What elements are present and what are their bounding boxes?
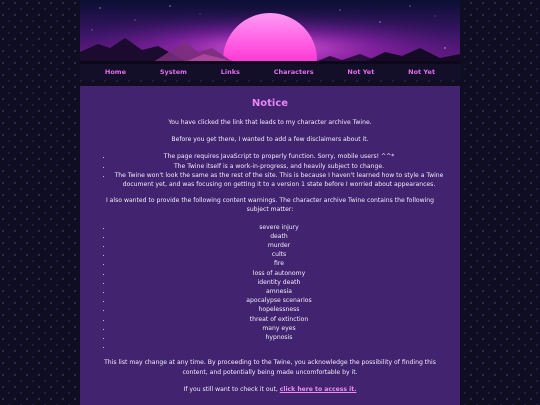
list-item: • identity death bbox=[112, 278, 446, 287]
disclaimer-intro-text: Before you get there, I wanted to add a few disclaimers about it. bbox=[171, 136, 369, 144]
nav-system-link[interactable]: System bbox=[159, 68, 187, 76]
list-item: • cults bbox=[112, 250, 446, 259]
list-item: • fire bbox=[112, 259, 446, 268]
list-item: • threat of extinction bbox=[112, 315, 446, 324]
list-item: • hypnosis bbox=[112, 333, 446, 342]
intro-text: You have clicked the link that leads to my character archive Twine. bbox=[168, 119, 372, 126]
list-item: • many eyes bbox=[112, 324, 446, 333]
list-item: • The Twine won't look the same as the rest of the site. This is because I haven't learned how to style a Twine document yet, and was focusing on getting it to a version 1 state before I worried about appearances. bbox=[112, 171, 446, 189]
content-warning-list bbox=[94, 223, 446, 352]
list-item: • The page requires JavaScript to properly function. Sorry, mobile users! ^^* bbox=[112, 152, 446, 161]
nav-home-link[interactable]: Home bbox=[104, 68, 126, 76]
list-item: • apocalypse scenarios bbox=[112, 296, 446, 305]
main-nav bbox=[80, 64, 460, 80]
nav-not-yet-link-1[interactable]: Not Yet bbox=[347, 68, 375, 76]
list-item-empty bbox=[112, 342, 446, 351]
list-item: • hopelessness bbox=[112, 305, 446, 314]
content-warning-intro-text: I also wanted to provide the following content warnings. The character archive Twine contains the following subject matter: bbox=[105, 197, 435, 214]
synthwave-sun-banner-image bbox=[80, 0, 460, 64]
header-banner bbox=[80, 0, 460, 64]
access-paragraph bbox=[94, 385, 446, 394]
list-item: • amnesia bbox=[112, 287, 446, 296]
list-item: • The Twine itself is a work-in-progress, and heavily subject to change. bbox=[112, 162, 446, 171]
list-item: • murder bbox=[112, 241, 446, 250]
page-title: Notice bbox=[251, 98, 289, 109]
disclaimer-list bbox=[94, 152, 446, 189]
nav-links-link[interactable]: Links bbox=[220, 68, 240, 76]
access-twine-link[interactable]: click here to access it. bbox=[279, 385, 357, 393]
access-prefix-text: If you still want to check it out, bbox=[183, 385, 278, 393]
list-item: • severe injury bbox=[112, 223, 446, 232]
notice-content-panel bbox=[80, 86, 460, 405]
list-item: • death bbox=[112, 232, 446, 241]
nav-not-yet-link-2[interactable]: Not Yet bbox=[408, 68, 436, 76]
list-item: • loss of autonomy bbox=[112, 269, 446, 278]
change-notice-text: This list may change at any time. By proceeding to the Twine, you acknowledge the possibility of finding this content, and potentially being made uncomfortable by it. bbox=[104, 359, 436, 376]
nav-characters-link[interactable]: Characters bbox=[273, 68, 314, 76]
